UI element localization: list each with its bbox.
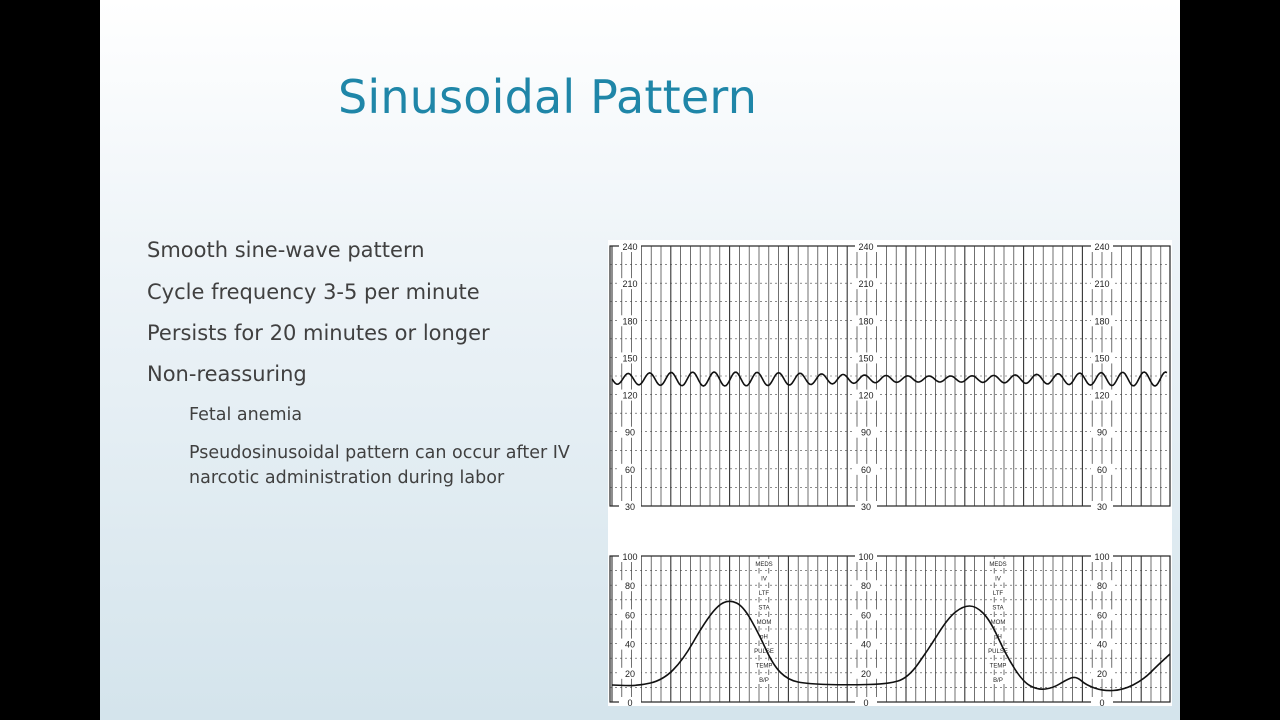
uterine-tick-label: 60 [860,610,872,621]
bullet-text: Non-reassuring [147,362,307,386]
uterine-tick-label: 60 [1096,610,1108,621]
side-label: B/P [993,678,1003,684]
heart-rate-grid [610,246,1170,506]
heart-rate-tick-label: 210 [1094,279,1110,290]
heart-rate-tick-label: 180 [622,316,638,327]
uterine-tick-label: 0 [627,698,633,706]
uterine-tick-label: 80 [624,581,636,592]
uterine-contraction-trace [612,601,1170,690]
side-label: PULSE [988,649,1008,655]
bullet-text: Smooth sine-wave pattern [147,238,425,262]
side-label: TEMP [755,663,773,670]
bullet-item [147,280,480,304]
uterine-tick-label: 0 [1099,698,1105,706]
uterine-activity-grid [610,556,1170,702]
sub-bullet-item [189,441,589,491]
heart-rate-tick-label: 60 [1096,464,1108,475]
bullet-text: Fetal anemia [189,405,303,425]
side-label: MOM [990,620,1006,626]
bullet-list [100,0,620,720]
heart-rate-tick-label: 240 [858,242,874,252]
uterine-tick-label: 20 [1096,668,1108,679]
heart-rate-tick-label: 30 [860,502,872,512]
side-label: pH [994,634,1002,641]
uterine-tick-label: 60 [624,610,636,621]
heart-rate-tick-label: 150 [622,353,638,364]
fetal-monitor-figure [608,240,1172,706]
heart-rate-tick-label: 150 [1094,353,1110,364]
uterine-tick-label: 0 [863,698,869,706]
heart-rate-tick-label: 210 [858,279,874,290]
uterine-tick-labels [619,551,1113,706]
slide [100,0,1180,720]
heart-rate-tick-label: 120 [1094,390,1110,401]
heart-rate-tick-label: 30 [1096,502,1108,512]
side-label: LTF [992,591,1004,597]
slide-title: Sinusoidal Pattern [338,70,758,124]
side-label: TEMP [989,663,1007,670]
side-label: STA [992,605,1004,612]
uterine-tick-label: 80 [860,581,872,592]
side-label: pH [760,634,768,641]
heart-rate-tick-label: 120 [622,390,638,401]
bullet-item [147,362,307,386]
bullet-text: Pseudosinusoidal pattern can occur after IV narcotic administration during labor [189,443,570,488]
fetal-monitor-strip [608,240,1172,706]
uterine-tick-label: 100 [622,552,638,562]
heart-rate-tick-label: 30 [624,502,636,512]
side-label: STA [758,605,770,612]
side-label: IV [995,576,1001,583]
heart-rate-tick-label: 150 [858,353,874,364]
uterine-tick-label: 100 [858,552,874,562]
uterine-tick-label: 80 [1096,581,1108,592]
side-label: MEDS [755,562,773,568]
heart-rate-tick-label: 210 [622,279,638,290]
side-label: IV [761,576,767,583]
side-label-columns [754,559,1008,684]
heart-rate-tick-label: 240 [622,242,638,252]
bullet-item [147,238,425,262]
heart-rate-tick-label: 240 [1094,242,1110,252]
fetal-heart-rate-trace [612,372,1167,386]
uterine-tick-label: 100 [1094,552,1110,562]
uterine-tick-label: 40 [624,639,636,650]
bullet-text: Persists for 20 minutes or longer [147,321,490,345]
heart-rate-tick-label: 180 [1094,316,1110,327]
heart-rate-tick-label: 90 [860,427,872,438]
side-label: MOM [756,620,772,626]
heart-rate-tick-label: 60 [860,464,872,475]
heart-rate-tick-label: 120 [858,390,874,401]
uterine-tick-label: 40 [860,639,872,650]
uterine-tick-label: 40 [1096,639,1108,650]
heart-rate-tick-label: 180 [858,316,874,327]
bullet-text: Cycle frequency 3-5 per minute [147,280,480,304]
uterine-tick-label: 20 [860,668,872,679]
uterine-tick-label: 20 [624,668,636,679]
sub-bullet-item [189,403,589,428]
bullet-item [147,321,490,345]
heart-rate-tick-label: 90 [624,427,636,438]
heart-rate-tick-label: 90 [1096,427,1108,438]
side-label: LTF [758,591,770,597]
side-label: MEDS [989,562,1007,568]
heart-rate-tick-label: 60 [624,464,636,475]
side-label: PULSE [754,649,774,655]
heart-rate-tick-labels [619,241,1113,512]
side-label: B/P [759,678,769,684]
